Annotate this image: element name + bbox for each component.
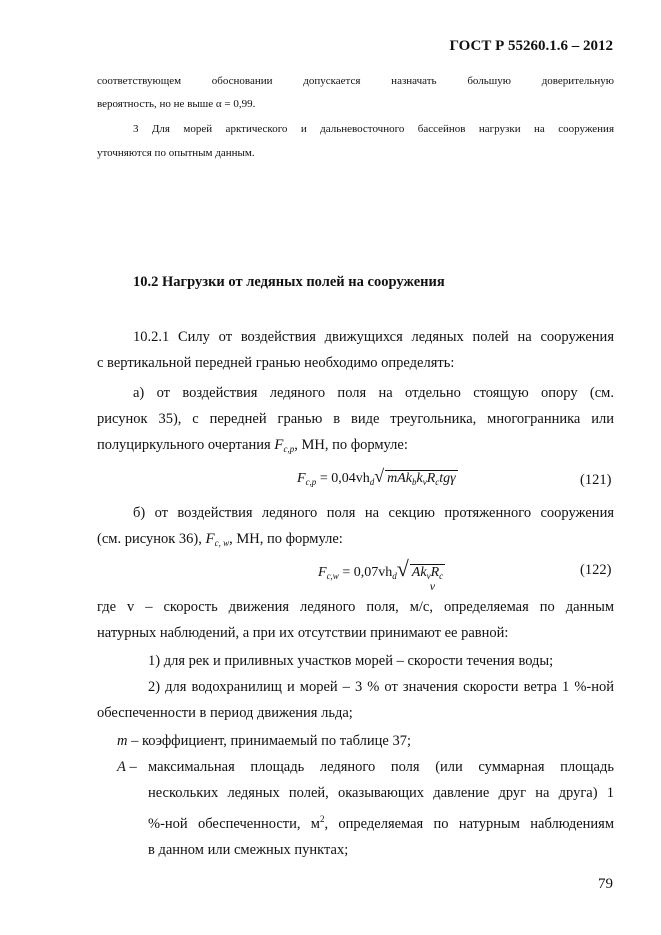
item-a-line1: а) от воздействия ледяного поля на отдельно стоящую опору (см.: [133, 385, 614, 401]
note-continuation-line1: соответствующем обосновании допускается назначать большую доверительную: [97, 75, 614, 87]
v-option-2-line2: обеспеченности в период движения льда;: [97, 705, 353, 721]
para-1021-line1: 10.2.1 Силу от воздействия движущихся ледяных полей на сооружения: [133, 329, 614, 345]
note3-line1: 3 Для морей арктического и дальневосточного бассейнов нагрузки на сооружения: [133, 123, 614, 135]
where-v-line1: где v – скорость движения ледяного поля, м/с, определяемая по данным: [97, 599, 614, 615]
v-option-1: 1) для рек и приливных участков морей – скорости течения воды;: [148, 653, 554, 669]
item-b-line2: (см. рисунок 36), $F_{c, w}$, МН, по формуле:: [97, 531, 343, 548]
definition-a-body: максимальная площадь ледяного поля (или суммарная площадь нескольких ледяных полей, оказывающих давление друг на друга) 1 %-ной обеспеченности, $м^2$, определяемая по натурным наблюдениям в данном или смежных пунктах;: [148, 759, 614, 858]
para-1021-line2: с вертикальной передней гранью необходимо определять:: [97, 355, 455, 371]
equation-number-122: (122): [580, 562, 612, 578]
section-title: 10.2 Нагрузки от ледяных полей на сооружения: [133, 274, 445, 290]
note3-line2: уточняются по опытным данным.: [97, 147, 255, 159]
where-v-line2: натурных наблюдений, а при их отсутствии принимают ее равной:: [97, 625, 509, 641]
v-option-2-line1: 2) для водохранилищ и морей – 3 % от значения скорости ветра 1 %-ной: [148, 679, 614, 695]
formula-122: $F_{c,w} = 0,07vh_d√$ $Ak_vR_c$ v: [318, 556, 444, 593]
equation-number-121: (121): [580, 472, 612, 488]
item-b-line1: б) от воздействия ледяного поля на секцию протяженного сооружения: [133, 505, 614, 521]
item-a-line3: полуциркульного очертания $F_{c,p}$, МН, по формуле:: [97, 437, 408, 454]
item-a-line2: рисунок 35), с передней гранью в виде треугольника, многогранника или: [97, 411, 614, 427]
definition-m: m – коэффициент, принимаемый по таблице 37;: [117, 733, 412, 749]
note-continuation-line2: вероятность, но не выше α = 0,99.: [97, 98, 256, 110]
formula-121: $F_{c,p} = 0,04vh_d√$ $mAk_bk_vR_ctg\gamma$: [297, 466, 456, 487]
document-header: ГОСТ Р 55260.1.6 – 2012: [449, 38, 613, 54]
page-number: 79: [598, 876, 613, 892]
definition-a-term: A –: [117, 759, 137, 775]
